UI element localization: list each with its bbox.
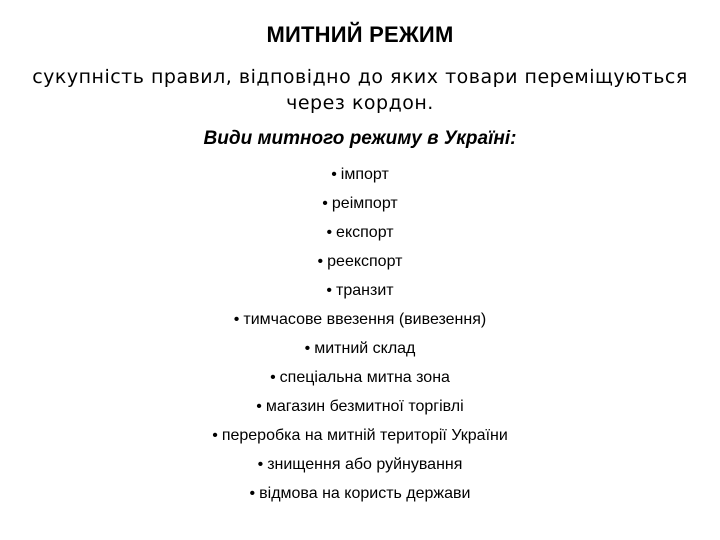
list-item	[0, 392, 720, 421]
bullet-icon: •	[304, 340, 311, 357]
list-item	[0, 189, 720, 218]
customs-regime-list	[0, 160, 720, 508]
list-item	[0, 450, 720, 479]
list-item	[0, 160, 720, 189]
definition-line-1: сукупність правил, відповідно до яких товари переміщуються	[32, 66, 688, 88]
bullet-icon: •	[331, 166, 337, 183]
list-item-label: переробка на митній території України	[221, 427, 508, 444]
list-item-label: реімпорт	[331, 195, 398, 212]
list-item	[0, 334, 720, 363]
list-item-label: реекспорт	[327, 253, 403, 270]
list-item	[0, 305, 720, 334]
list-item-label: знищення або руйнування	[267, 456, 463, 473]
definition-line-2: через кордон.	[286, 92, 434, 114]
list-item	[0, 218, 720, 247]
list-item-label: магазин безмитної торгівлі	[265, 398, 464, 415]
bullet-icon: •	[249, 485, 256, 502]
list-item-label: імпорт	[340, 166, 389, 183]
bullet-icon: •	[326, 282, 333, 299]
bullet-icon: •	[233, 311, 240, 328]
list-item	[0, 276, 720, 305]
definition-text	[20, 64, 700, 116]
bullet-icon: •	[212, 427, 218, 444]
slide-subtitle: Види митного режиму в Україні:	[203, 128, 517, 149]
list-item	[0, 247, 720, 276]
bullet-icon: •	[317, 253, 324, 270]
list-item-label: відмова на користь держави	[259, 485, 471, 502]
list-item-label: тимчасове ввезення (вивезення)	[243, 311, 487, 328]
list-item-label: транзит	[336, 282, 394, 299]
bullet-icon: •	[256, 398, 262, 415]
list-item	[0, 421, 720, 450]
slide-title: МИТНИЙ РЕЖИМ	[266, 22, 454, 47]
bullet-icon: •	[322, 195, 328, 212]
list-item-label: спеціальна митна зона	[279, 369, 450, 386]
bullet-icon: •	[326, 224, 333, 241]
bullet-icon: •	[270, 369, 276, 386]
bullet-icon: •	[257, 456, 264, 473]
list-item	[0, 479, 720, 508]
list-item	[0, 363, 720, 392]
list-item-label: експорт	[336, 224, 394, 241]
list-item-label: митний склад	[314, 340, 416, 357]
